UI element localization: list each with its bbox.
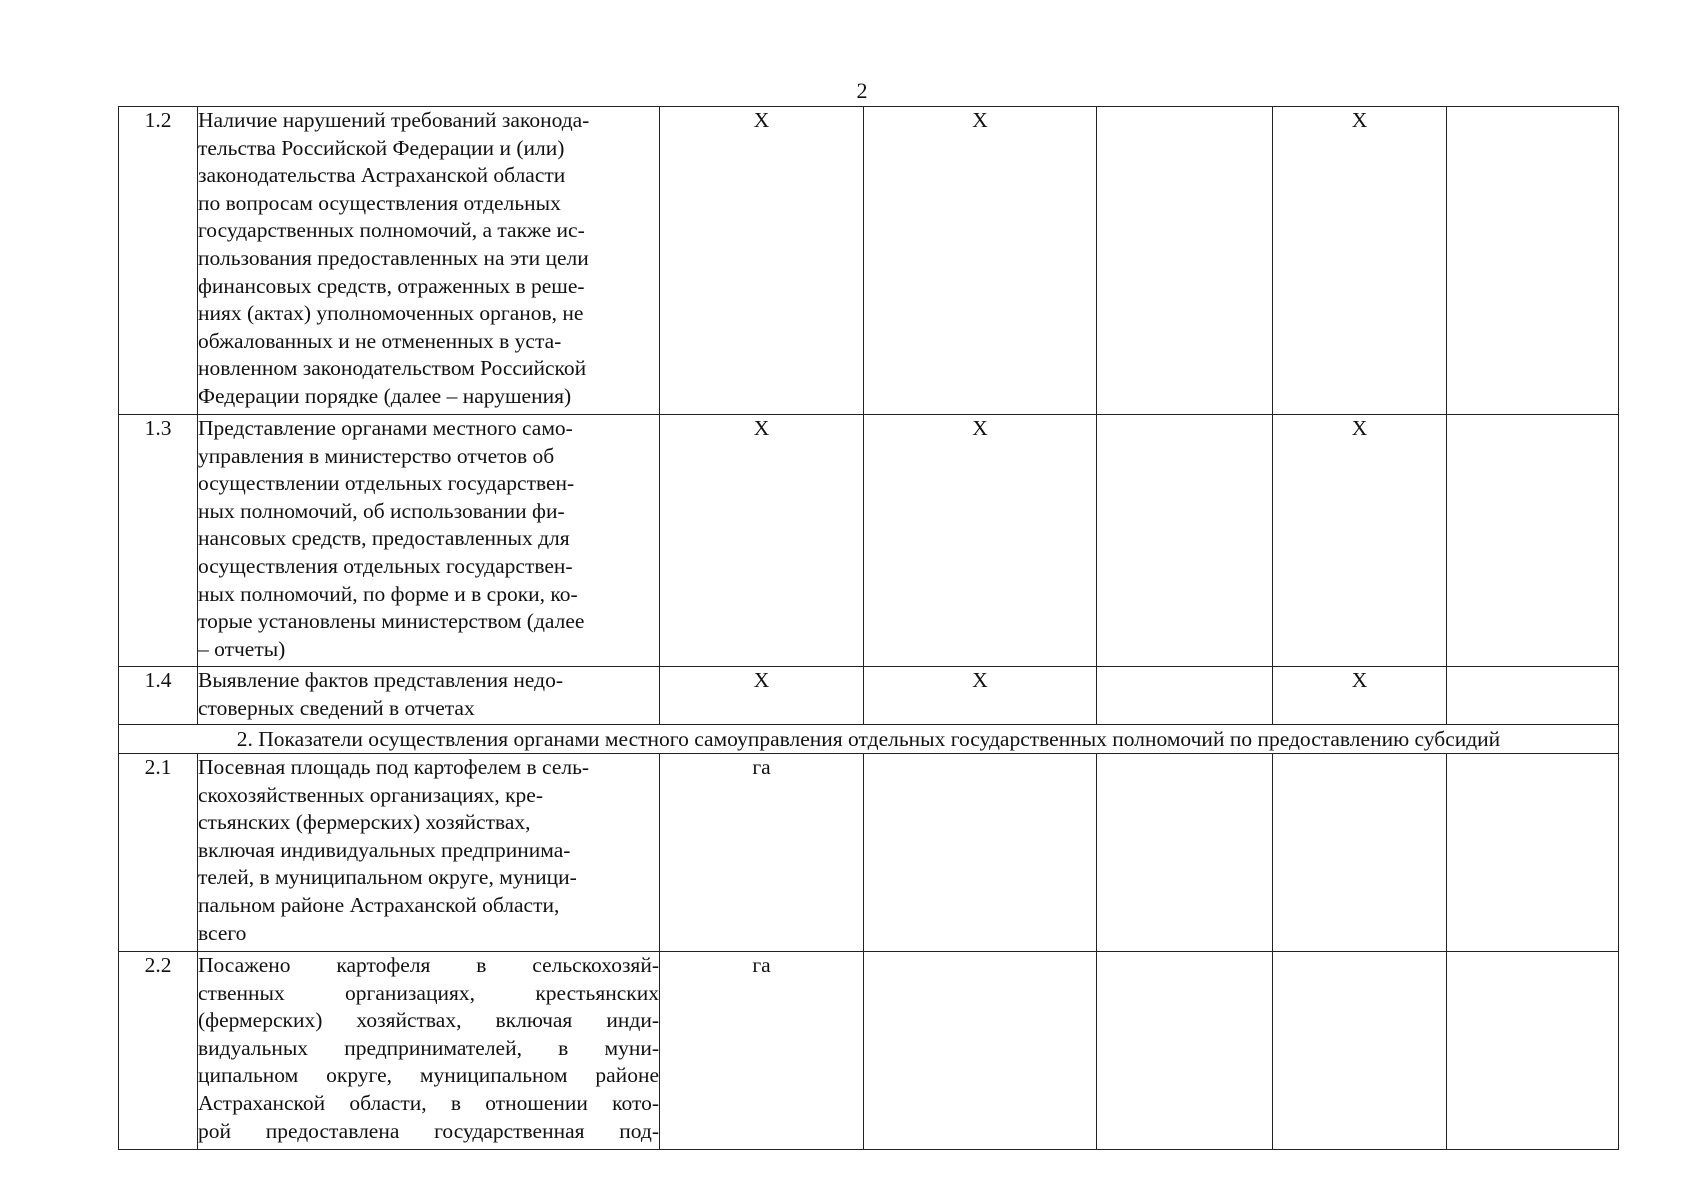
value-cell: X [864, 667, 1097, 725]
description-line: Выявление фактов представления недо- [198, 668, 563, 692]
value-cell [864, 952, 1097, 1150]
description-line: тельства Российской Федерации и (или) [198, 135, 565, 160]
row-number: 1.3 [119, 415, 198, 667]
value-cell [1273, 952, 1447, 1150]
description-line: финансовых средств, отраженных в реше- [198, 273, 585, 298]
value-cell: X [1273, 667, 1447, 725]
unit-cell: X [660, 415, 864, 667]
row-description [198, 952, 660, 1150]
value-cell [1447, 415, 1619, 667]
value-cell: X [1273, 107, 1447, 415]
page-number: 2 [856, 78, 868, 103]
row-number: 1.4 [119, 667, 198, 725]
row-number: 2.2 [119, 952, 198, 1150]
description-line: пользования предоставленных на эти цели [198, 245, 589, 270]
value-cell [864, 754, 1097, 952]
value-cell [1273, 754, 1447, 952]
description-line: новленном законодательством Российской [198, 356, 587, 381]
description-line: (фермерских) хозяйствах, включая инди- [198, 1008, 659, 1033]
table-row [119, 107, 1619, 415]
description-line: ципальном округе, муниципальном районе [198, 1063, 659, 1088]
description-line: видуальных предпринимателей, в муни- [198, 1035, 659, 1060]
row-description [198, 107, 660, 415]
row-number: 2.1 [119, 754, 198, 952]
description-line: Федерации порядке (далее – нарушения) [198, 383, 572, 408]
description-line: включая индивидуальных предпринима- [198, 837, 571, 862]
table-row [119, 667, 1619, 725]
description-line: Посажено картофеля в сельскохозяй- [198, 953, 659, 977]
section-title: 2. Показатели осуществления органами местного самоуправления отдельных государственных полномочий по предоставлению субсидий [119, 725, 1619, 754]
description-line: торые установлены министерством (далее [198, 609, 585, 634]
value-cell [1097, 952, 1273, 1150]
description-line: Посевная площадь под картофелем в сель- [198, 755, 590, 779]
row-description [198, 415, 660, 667]
value-cell [1447, 754, 1619, 952]
description-line: ных полномочий, по форме и в сроки, ко- [198, 581, 578, 606]
description-line: всего [198, 920, 247, 945]
description-line: ственных организациях, крестьянских [198, 980, 659, 1005]
row-description [198, 667, 660, 725]
table-row [119, 952, 1619, 1150]
row-description [198, 754, 660, 952]
section-header-row [119, 725, 1619, 754]
description-line: рой предоставлена государственная под- [198, 1118, 659, 1143]
value-cell [1097, 667, 1273, 725]
table-row [119, 415, 1619, 667]
description-line: скохозяйственных организациях, кре- [198, 782, 543, 807]
description-line: нансовых средств, предоставленных для [198, 526, 570, 551]
description-line: по вопросам осуществления отдельных [198, 190, 561, 215]
description-line: управления в министерство отчетов об [198, 443, 555, 468]
row-number: 1.2 [119, 107, 198, 415]
description-line: – отчеты) [198, 636, 286, 661]
description-line: ниях (актах) уполномоченных органов, не [198, 301, 584, 326]
description-line: осуществлении отдельных государствен- [198, 471, 575, 496]
description-line: обжалованных и не отмененных в уста- [198, 328, 562, 353]
description-line: законодательства Астраханской области [198, 163, 566, 188]
description-line: Представление органами местного само- [198, 416, 573, 440]
value-cell [1447, 952, 1619, 1150]
table-row [119, 754, 1619, 952]
unit-cell: га [660, 754, 864, 952]
description-line: Наличие нарушений требований законода- [198, 108, 590, 132]
value-cell: X [864, 107, 1097, 415]
unit-cell: X [660, 667, 864, 725]
value-cell [1447, 107, 1619, 415]
indicators-table [118, 106, 1619, 1150]
value-cell [1097, 754, 1273, 952]
value-cell [1097, 107, 1273, 415]
value-cell [1097, 415, 1273, 667]
description-line: осуществления отдельных государствен- [198, 553, 573, 578]
description-line: Астраханской области, в отношении кото- [198, 1090, 659, 1115]
description-line: телей, в муниципальном округе, муници- [198, 865, 577, 890]
description-line: пальном районе Астраханской области, [198, 892, 560, 917]
unit-cell: X [660, 107, 864, 415]
description-line: стьянских (фермерских) хозяйствах, [198, 810, 531, 835]
description-line: стоверных сведений в отчетах [198, 695, 475, 720]
description-line: ных полномочий, об использовании фи- [198, 498, 565, 523]
description-line: государственных полномочий, а также ис- [198, 218, 585, 243]
value-cell: X [1273, 415, 1447, 667]
value-cell [1447, 667, 1619, 725]
value-cell: X [864, 415, 1097, 667]
unit-cell: га [660, 952, 864, 1150]
